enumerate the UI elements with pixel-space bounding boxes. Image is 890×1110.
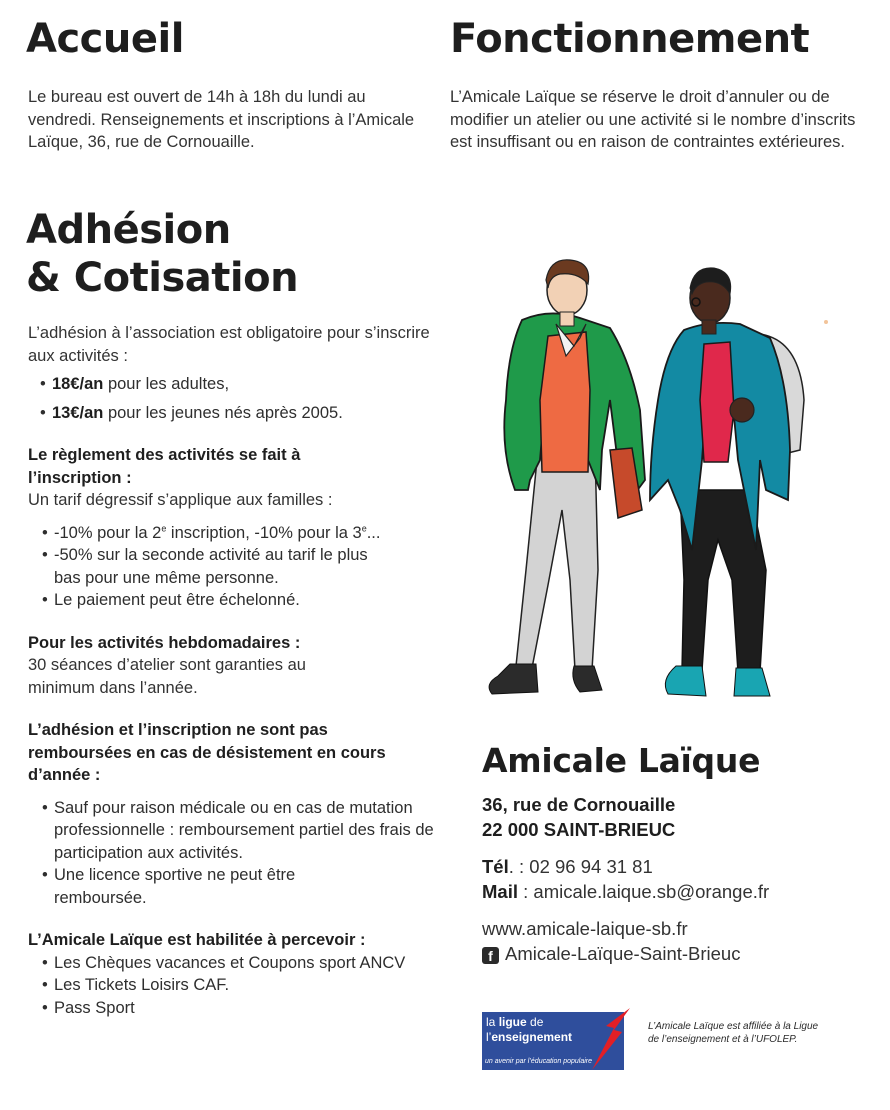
affiliation-note: L’Amicale Laïque est affiliée à la Ligue de l’enseignement et à l’UFOLEP.	[648, 1021, 819, 1045]
fee-adults	[36, 373, 453, 396]
right-man	[650, 268, 804, 696]
adhesion-title-line2: & Cotisation	[26, 255, 299, 301]
contact-name: Amicale Laïque	[482, 741, 761, 780]
reglement-item: • Le paiement peut être échelonné.	[38, 589, 438, 612]
facebook-label: Amicale-Laïque-Saint-Brieuc	[505, 943, 741, 964]
rembours-item: • Sauf pour raison médicale ou en cas de mutation professionnelle : remboursement partiel des frais de participation aux activités.	[38, 797, 448, 865]
left-man	[489, 260, 645, 694]
mail-label: Mail	[482, 881, 518, 902]
adhesion-title	[26, 206, 298, 302]
adhesion-title-line1: Adhésion	[26, 207, 231, 253]
tel-label: Tél	[482, 856, 509, 877]
habilitee-heading: L’Amicale Laïque est habilitée à percevoir :	[28, 931, 366, 949]
decor-dot	[824, 320, 828, 324]
accueil-text: Le bureau est ouvert de 14h à 18h du lundi au vendredi. Renseignements et inscriptions à l’Amicale Laïque, 36, rue de Cornouaille.	[28, 88, 415, 151]
tel-value[interactable]: . : 02 96 94 31 81	[508, 856, 653, 877]
contact-block	[482, 740, 862, 966]
habilitee-item: • Les Chèques vacances et Coupons sport ANCV	[38, 952, 438, 975]
website-link[interactable]: www.amicale-laique-sb.fr	[482, 918, 688, 939]
logo-line1: la ligue de	[486, 1015, 544, 1029]
reglement-item: • -10% pour la 2e inscription, -10% pour la 3e...	[38, 522, 438, 545]
contact-address	[482, 792, 862, 842]
adhesion-section	[28, 322, 453, 1019]
habilitee-item: • Pass Sport	[38, 997, 438, 1020]
habilitee-item: • Les Tickets Loisirs CAF.	[38, 974, 438, 997]
address-line2: 22 000 SAINT-BRIEUC	[482, 819, 676, 840]
habilitee-list	[38, 952, 438, 1020]
fonctionnement-title: Fonctionnement	[450, 16, 810, 62]
contact-phone	[482, 854, 862, 879]
ligue-logo	[482, 1012, 624, 1070]
fonctionnement-text: L’Amicale Laïque se réserve le droit d’annuler ou de modifier un atelier ou une activité si le nombre d’inscrits est insuffisant ou en raison de contraintes extérieures.	[450, 88, 856, 151]
facebook-link[interactable]	[482, 941, 862, 966]
reglement-heading: Le règlement des activités se fait à l’inscription :	[28, 446, 301, 487]
adhesion-intro: L’adhésion à l’association est obligatoire pour s’inscrire aux activités :	[28, 324, 430, 365]
hebdo-heading: Pour les activités hebdomadaires :	[28, 633, 301, 652]
accueil-title: Accueil	[26, 16, 184, 62]
fee-adults-desc: pour les adultes,	[103, 375, 230, 393]
logo-tagline: un avenir par l’éducation populaire	[485, 1058, 593, 1065]
reglement-item: • -50% sur la seconde activité au tarif le plus bas pour une même personne.	[38, 544, 384, 589]
contact-mail	[482, 879, 862, 904]
fee-youth-amount: 13€/an	[52, 403, 104, 422]
illustration-two-men	[470, 250, 840, 710]
fee-youth	[36, 402, 453, 425]
facebook-icon: f	[482, 947, 499, 964]
fees-list	[36, 373, 453, 424]
reglement-text: Un tarif dégressif s’applique aux familles :	[28, 491, 333, 509]
address-line1: 36, rue de Cornouaille	[482, 794, 676, 815]
mail-value[interactable]: : amicale.laique.sb@orange.fr	[517, 881, 770, 902]
rembours-list	[38, 797, 448, 910]
hebdo-text: 30 séances d’atelier sont garanties au minimum dans l’année.	[28, 656, 306, 697]
rembours-item: • Une licence sportive ne peut être remboursée.	[38, 864, 384, 909]
fee-adults-amount: 18€/an	[52, 375, 104, 393]
logo-line2: l’enseignement	[486, 1030, 573, 1044]
rembours-heading: L’adhésion et l’inscription ne sont pas remboursées en cas de désistement en cours d’année :	[28, 721, 386, 784]
reglement-list	[38, 522, 438, 612]
logo-arrow-icon	[586, 1006, 632, 1072]
fee-youth-desc: pour les jeunes nés après 2005.	[103, 403, 343, 422]
